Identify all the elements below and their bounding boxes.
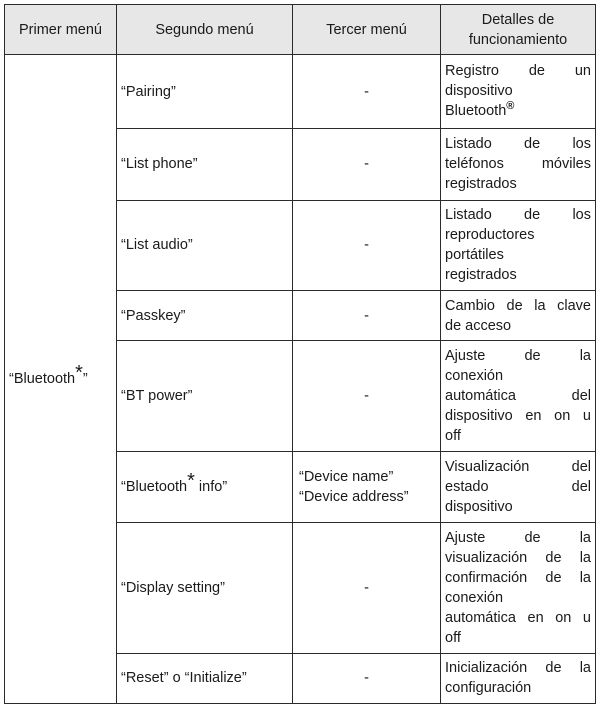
header-row bbox=[5, 5, 596, 55]
detail-line: configuración bbox=[445, 680, 532, 697]
second-menu-label: “Bluetooth bbox=[121, 478, 188, 495]
detail-line: dispositivo en on u bbox=[445, 408, 591, 425]
detail-cell bbox=[441, 291, 596, 341]
third-menu-dash: - bbox=[293, 341, 441, 452]
detail-line: dispositivo bbox=[445, 498, 513, 515]
detail-cell bbox=[441, 653, 596, 703]
second-menu-bluetooth-info bbox=[117, 451, 293, 522]
first-menu-bluetooth bbox=[5, 55, 117, 704]
detail-line: teléfonos móviles bbox=[445, 156, 591, 173]
detail-line: Ajuste de la bbox=[445, 348, 591, 365]
detail-cell bbox=[441, 200, 596, 290]
detail-line: off bbox=[445, 428, 461, 445]
detail-line: Ajuste de la bbox=[445, 529, 591, 546]
detail-line: confirmación de la bbox=[445, 569, 591, 586]
footnote-star: * bbox=[187, 469, 195, 492]
detail-line: reproductores bbox=[445, 227, 535, 244]
header-third-menu: Tercer menú bbox=[293, 5, 441, 55]
detail-line: automática en on u bbox=[445, 609, 591, 626]
first-menu-label-end: ” bbox=[82, 371, 88, 387]
detail-line: dispositivo bbox=[445, 83, 513, 100]
detail-line: registrados bbox=[445, 176, 517, 193]
second-menu-label-end: info” bbox=[194, 478, 228, 495]
detail-line: Listado de los bbox=[445, 207, 591, 224]
detail-line: de acceso bbox=[445, 317, 512, 334]
second-menu-reset: “Reset” o “Initialize” bbox=[117, 653, 293, 703]
detail-line: automática del bbox=[445, 388, 591, 405]
detail-line: Visualización del bbox=[445, 458, 591, 475]
header-details-line1: Detalles de bbox=[481, 11, 555, 28]
third-menu-dash: - bbox=[293, 653, 441, 703]
header-details-line2: funcionamiento bbox=[468, 31, 568, 48]
third-menu-dash: - bbox=[293, 523, 441, 654]
second-menu-bt-power: “BT power” bbox=[117, 341, 293, 452]
third-menu-dash: - bbox=[293, 291, 441, 341]
detail-line: off bbox=[445, 629, 461, 646]
second-menu-passkey: “Passkey” bbox=[117, 291, 293, 341]
header-first-menu: Primer menú bbox=[5, 5, 117, 55]
detail-cell bbox=[441, 129, 596, 200]
table-row bbox=[5, 55, 596, 129]
third-menu-device-name: “Device name” bbox=[299, 468, 394, 485]
third-menu-dash: - bbox=[293, 129, 441, 200]
detail-line: Registro de un bbox=[445, 63, 591, 80]
detail-line: estado del bbox=[445, 478, 591, 495]
detail-line: conexión bbox=[445, 368, 504, 385]
header-details bbox=[441, 5, 596, 55]
detail-line: Cambio de la clave bbox=[445, 297, 591, 314]
detail-line: portátiles bbox=[445, 247, 504, 264]
detail-cell bbox=[441, 451, 596, 522]
detail-cell bbox=[441, 523, 596, 654]
detail-line bbox=[445, 101, 591, 122]
second-menu-list-phone: “List phone” bbox=[117, 129, 293, 200]
header-second-menu: Segundo menú bbox=[117, 5, 293, 55]
second-menu-pairing: “Pairing” bbox=[117, 55, 293, 129]
detail-text: Bluetooth bbox=[445, 103, 507, 120]
third-menu-dash: - bbox=[293, 55, 441, 129]
detail-line: visualización de la bbox=[445, 549, 591, 566]
detail-line: Listado de los bbox=[445, 136, 591, 153]
third-menu-device-items bbox=[293, 451, 441, 522]
detail-line: conexión bbox=[445, 589, 504, 606]
third-menu-dash: - bbox=[293, 200, 441, 290]
detail-line: Inicialización de la bbox=[445, 660, 591, 677]
detail-line: registrados bbox=[445, 267, 517, 284]
first-menu-label: “Bluetooth bbox=[9, 371, 76, 387]
detail-cell bbox=[441, 55, 596, 129]
registered-mark: ® bbox=[506, 100, 515, 113]
second-menu-display-setting: “Display setting” bbox=[117, 523, 293, 654]
second-menu-list-audio: “List audio” bbox=[117, 200, 293, 290]
third-menu-device-address: “Device address” bbox=[299, 488, 409, 505]
detail-cell bbox=[441, 341, 596, 452]
bluetooth-menu-table bbox=[4, 4, 596, 704]
footnote-star: * bbox=[75, 362, 83, 384]
